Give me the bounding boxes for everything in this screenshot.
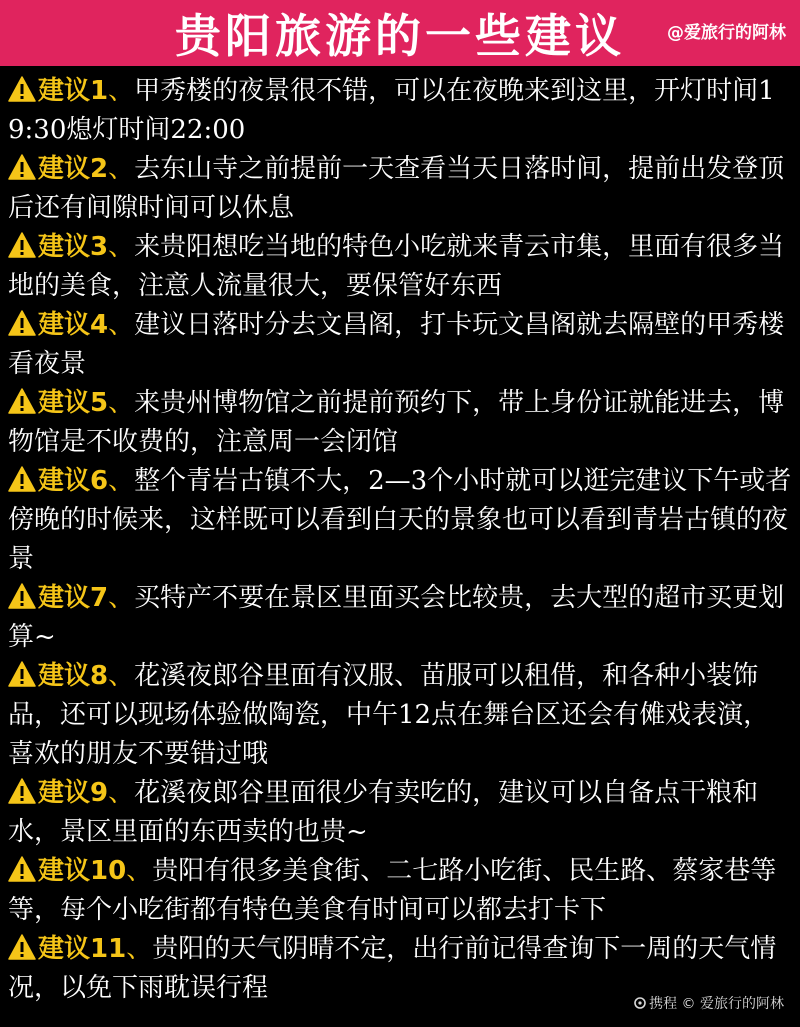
tip-separator: 、 bbox=[108, 583, 135, 613]
warning-icon bbox=[8, 309, 36, 335]
tip-separator: 、 bbox=[108, 466, 135, 496]
warning-icon bbox=[8, 855, 36, 881]
tip-separator: 、 bbox=[108, 76, 135, 106]
tip-item bbox=[8, 462, 794, 579]
tip-item bbox=[8, 579, 794, 657]
warning-icon bbox=[8, 465, 36, 491]
warning-icon bbox=[8, 75, 36, 101]
watermark-footer bbox=[634, 993, 784, 1013]
warning-icon bbox=[8, 582, 36, 608]
footer-text: 携程 © 爱旅行的阿林 bbox=[649, 996, 784, 1012]
tip-separator: 、 bbox=[108, 154, 135, 184]
tip-separator: 、 bbox=[126, 856, 153, 886]
tip-item bbox=[8, 852, 794, 930]
warning-icon bbox=[8, 777, 36, 803]
tip-text: 建议日落时分去文昌阁，打卡玩文昌阁就去隔壁的甲秀楼看夜景 bbox=[8, 310, 785, 379]
tip-text: 买特产不要在景区里面买会比较贵，去大型的超市买更划算~ bbox=[8, 583, 785, 652]
tip-text: 花溪夜郎谷里面有汉服、苗服可以租借，和各种小装饰品，还可以现场体验做陶瓷，中午12点在舞台区还会有傩戏表演，喜欢的朋友不要错过哦 bbox=[8, 661, 770, 769]
tip-separator: 、 bbox=[108, 388, 135, 418]
tip-label: 建议5 bbox=[38, 388, 109, 418]
tip-text: 来贵阳想吃当地的特色小吃就来青云市集，里面有很多当地的美食，注意人流量很大，要保管好东西 bbox=[8, 232, 785, 301]
warning-icon bbox=[8, 933, 36, 959]
tip-label: 建议6 bbox=[38, 466, 109, 496]
tip-label: 建议10 bbox=[38, 856, 127, 886]
tip-label: 建议8 bbox=[38, 661, 109, 691]
ctrip-logo-icon bbox=[634, 997, 646, 1009]
tip-label: 建议7 bbox=[38, 583, 109, 613]
tip-text: 来贵州博物馆之前提前预约下，带上身份证就能进去，博物馆是不收费的，注意周一会闭馆 bbox=[8, 388, 785, 457]
author-handle: @爱旅行的阿林 bbox=[667, 23, 786, 43]
tip-text: 甲秀楼的夜景很不错，可以在夜晚来到这里，开灯时间19:30熄灯时间22:00 bbox=[8, 76, 775, 145]
tip-separator: 、 bbox=[108, 232, 135, 262]
tip-item bbox=[8, 150, 794, 228]
tip-label: 建议1 bbox=[38, 76, 109, 106]
tip-label: 建议4 bbox=[38, 310, 109, 340]
tip-text: 花溪夜郎谷里面很少有卖吃的，建议可以自备点干粮和水，景区里面的东西卖的也贵~ bbox=[8, 778, 759, 847]
tip-text: 贵阳的天气阴晴不定，出行前记得查询下一周的天气情况，以免下雨耽误行程 bbox=[8, 934, 777, 1003]
page-title: 贵阳旅游的一些建议 bbox=[175, 9, 625, 63]
header-banner bbox=[0, 0, 800, 66]
tips-list bbox=[8, 72, 794, 1008]
tip-item bbox=[8, 72, 794, 150]
tip-label: 建议9 bbox=[38, 778, 109, 808]
tip-separator: 、 bbox=[108, 310, 135, 340]
tip-item bbox=[8, 228, 794, 306]
warning-icon bbox=[8, 231, 36, 257]
warning-icon bbox=[8, 153, 36, 179]
warning-icon bbox=[8, 660, 36, 686]
tip-label: 建议11 bbox=[38, 934, 127, 964]
tip-text: 贵阳有很多美食街、二七路小吃街、民生路、蔡家巷等等，每个小吃街都有特色美食有时间可以都去打卡下 bbox=[8, 856, 777, 925]
tip-label: 建议2 bbox=[38, 154, 109, 184]
tip-item bbox=[8, 384, 794, 462]
tip-separator: 、 bbox=[126, 934, 153, 964]
tip-label: 建议3 bbox=[38, 232, 109, 262]
tip-text: 整个青岩古镇不大，2—3个小时就可以逛完建议下午或者傍晚的时候来，这样既可以看到白天的景象也可以看到青岩古镇的夜景 bbox=[8, 466, 792, 574]
tip-separator: 、 bbox=[108, 661, 135, 691]
tip-item bbox=[8, 306, 794, 384]
tip-text: 去东山寺之前提前一天查看当天日落时间，提前出发登顶后还有间隙时间可以休息 bbox=[8, 154, 785, 223]
warning-icon bbox=[8, 387, 36, 413]
tip-item bbox=[8, 657, 794, 774]
tip-separator: 、 bbox=[108, 778, 135, 808]
tip-item bbox=[8, 774, 794, 852]
